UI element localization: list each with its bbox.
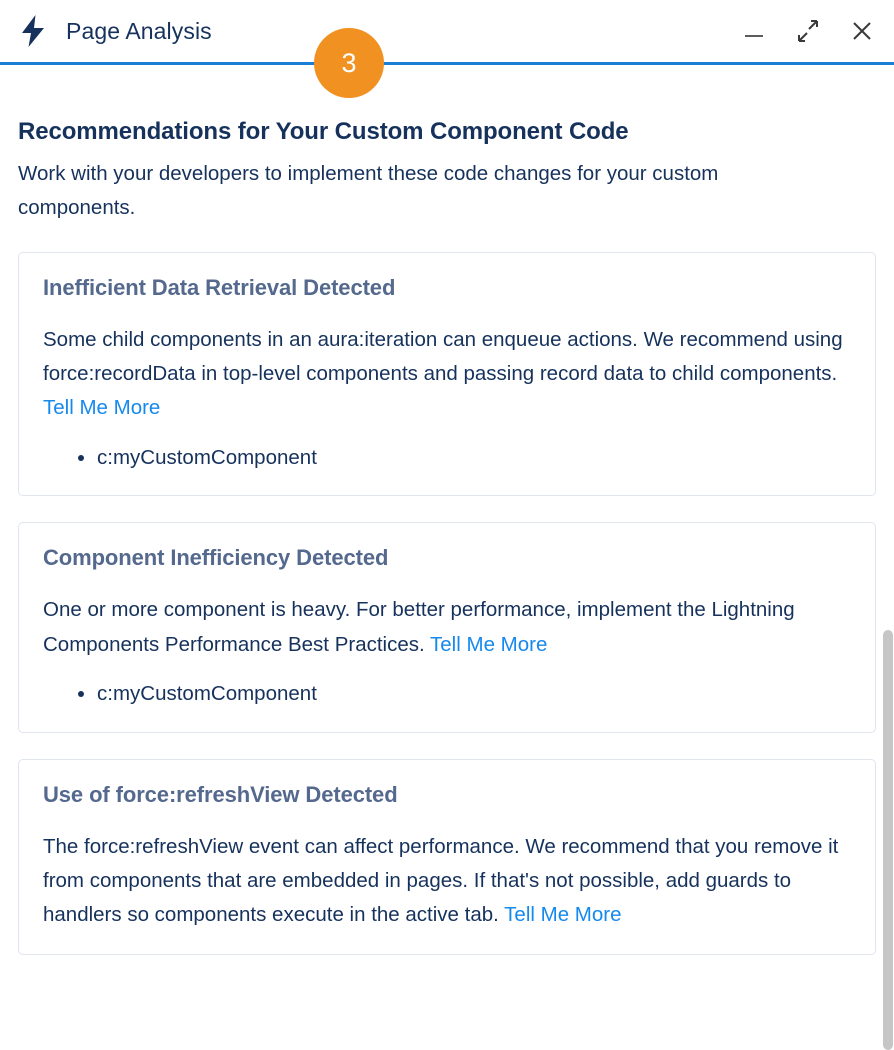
card-title: Use of force:refreshView Detected: [43, 781, 398, 807]
recommendation-card: [18, 759, 876, 956]
tell-me-more-link[interactable]: Tell Me More: [430, 632, 548, 656]
scrollbar[interactable]: [882, 65, 894, 1024]
card-component-list: [43, 679, 851, 710]
section-subheading: Work with your developers to implement these code changes for your custom components.: [18, 162, 719, 220]
window-titlebar: [0, 0, 894, 62]
recommendation-card: [18, 522, 876, 732]
analysis-content: [0, 65, 894, 1024]
window-controls: [740, 17, 876, 45]
lightning-bolt-icon: [16, 14, 50, 48]
card-title: Inefficient Data Retrieval Detected: [43, 274, 396, 300]
expand-icon[interactable]: [794, 17, 822, 45]
tell-me-more-link[interactable]: Tell Me More: [504, 903, 622, 927]
card-title: Component Inefficiency Detected: [43, 545, 389, 571]
card-body-text: Some child components in an aura:iteration can enqueue actions. We recommend using force:recordData in top-level components and passing record data to child components.: [43, 327, 843, 386]
tell-me-more-link[interactable]: Tell Me More: [43, 396, 161, 420]
page-title: Page Analysis: [66, 17, 212, 44]
scrollbar-thumb[interactable]: [883, 630, 893, 1050]
card-body: [43, 323, 851, 426]
recommendation-card: [18, 252, 876, 496]
minimize-icon[interactable]: [740, 17, 768, 45]
section-heading: Recommendations for Your Custom Component Code: [18, 118, 629, 145]
list-item: • c:myCustomComponent: [97, 443, 851, 474]
close-icon[interactable]: [848, 17, 876, 45]
card-body-text: One or more component is heavy. For better performance, implement the Lightning Components Performance Best Practices.: [43, 598, 795, 656]
card-body: [43, 830, 851, 933]
step-badge: 3: [314, 28, 384, 98]
card-body-text: The force:refreshView event can affect performance. We recommend that you remove it from components that are embedded in pages. If that's not possible, add guards to handlers so components execute in the active tab.: [43, 834, 839, 927]
list-item: • c:myCustomComponent: [97, 679, 851, 710]
card-body: [43, 593, 851, 661]
card-component-list: [43, 443, 851, 474]
